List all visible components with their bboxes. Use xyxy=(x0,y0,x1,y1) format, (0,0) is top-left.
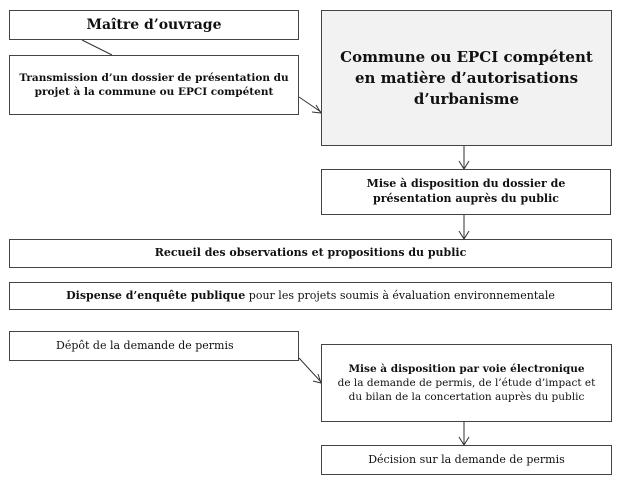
depot-demande-box xyxy=(9,331,299,361)
mise-disposition-dossier-box xyxy=(321,169,611,215)
decision-permis-box xyxy=(321,445,612,475)
commune-epci-box xyxy=(321,10,612,146)
arrow-transmission-commune xyxy=(299,97,321,112)
depot-demande-label: Dépôt de la demande de permis xyxy=(56,338,234,352)
recueil-observations-box xyxy=(9,239,612,268)
connector-maitre-transmission xyxy=(82,40,112,55)
maitre-ouvrage-label: Maître d’ouvrage xyxy=(86,16,222,33)
arrow-depot-mise2 xyxy=(299,358,321,382)
decision-permis-label: Décision sur la demande de permis xyxy=(368,452,565,466)
mise-disposition-electronique-bold: Mise à disposition par voie électronique xyxy=(348,362,585,375)
transmission-label: Transmission d’un dossier de présentation du projet à la commune ou EPCI compétent xyxy=(19,71,289,98)
mise-disposition-electronique-box xyxy=(321,344,612,422)
recueil-observations-label: Recueil des observations et propositions du public xyxy=(154,246,467,260)
dispense-enquete-rest: pour les projets soumis à évaluation environnementale xyxy=(245,288,555,302)
mise-disposition-electronique-rest: de la demande de permis, de l’étude d’impact et du bilan de la concertation auprès du public xyxy=(337,376,596,404)
maitre-ouvrage-box xyxy=(9,10,299,40)
commune-epci-label: Commune ou EPCI compétent en matière d’autorisations d’urbanisme xyxy=(340,47,593,108)
mise-disposition-dossier-label: Mise à disposition du dossier de présentation auprès du public xyxy=(366,177,566,205)
dispense-enquete-text xyxy=(66,289,555,304)
transmission-box xyxy=(9,55,299,115)
dispense-enquete-bold: Dispense d’enquête publique xyxy=(66,288,246,302)
dispense-enquete-box xyxy=(9,282,612,310)
arrowhead-depot-mise2 xyxy=(313,374,321,383)
